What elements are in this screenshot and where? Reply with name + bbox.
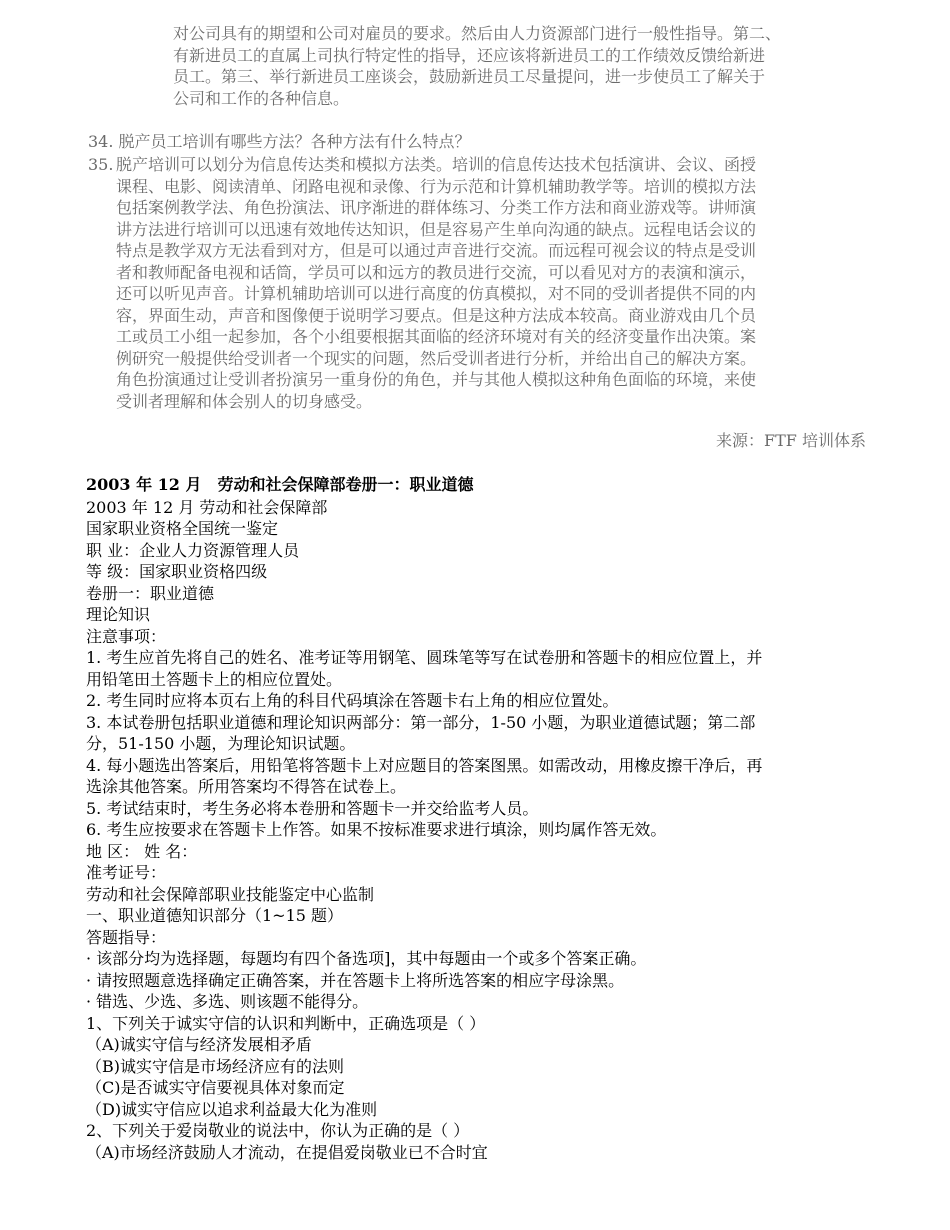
paragraph-line: 员工。第三、举行新进员工座谈会，鼓励新进员工尽量提问，进一步使员工了解关于: [173, 67, 766, 86]
question-34: 34. 脱产员工培训有哪些方法？各种方法有什么特点？: [88, 132, 471, 151]
exam-line: 5. 考试结束时，考生务必将本卷册和答题卡一并交给监考人员。: [86, 798, 539, 818]
paragraph-line: 脱产培训可以划分为信息传达类和模拟方法类。培训的信息传达技术包括演讲、会议、函授: [116, 155, 757, 174]
paragraph-line: 有新进员工的直属上司执行特定性的指导，还应该将新进员工的工作绩效反馈给新进: [173, 45, 766, 65]
exam-line: 准考证号：: [86, 863, 167, 882]
answer-35-body: [116, 154, 876, 412]
exam-line: 1. 考生应首先将自己的姓名、准考证等用钢笔、圆珠笔等写在试卷册和答题卡的相应位置上，并: [86, 648, 763, 667]
exam-line: 选涂其他答案。所用答案均不得答在试卷上。: [86, 777, 407, 796]
exam-line: 4. 每小题选出答案后，用铅笔将答题卡上对应题目的答案图黑。如需改动，用橡皮擦干净后，再: [86, 755, 763, 775]
exam-line: 答题指导：: [86, 927, 167, 947]
paragraph-line: 对公司具有的期望和公司对雇员的要求。然后由人力资源部门进行一般性指导。第二、: [173, 24, 782, 43]
exam-line: （C)是否诚实守信要视具体对象而定: [86, 1078, 345, 1097]
paragraph-line: 包括案例教学法、角色扮演法、讯序渐进的群体练习、分类工作方法和商业游戏等。讲师演: [116, 198, 757, 217]
exam-line: 职 业：企业人力资源管理人员: [86, 540, 300, 560]
exam-line: 3. 本试卷册包括职业道德和理论知识两部分：第一部分，1-50 小题，为职业道德试题；第二部: [86, 712, 756, 732]
exam-line: · 该部分均为选择题，每题均有四个备选项]，其中每题由一个或多个答案正确。: [86, 949, 647, 968]
paragraph-line: 课程、电影、阅读清单、闭路电视和录像、行为示范和计算机辅助教学等。培训的模拟方法: [116, 176, 757, 196]
exam-line: 国家职业资格全国统一鉴定: [86, 519, 279, 538]
exam-line: 1、下列关于诚实守信的认识和判断中，正确选项是（ ）: [86, 1013, 486, 1033]
exam-line: · 请按照题意选择确定正确答案，并在答题卡上将所选答案的相应字母涂黑。: [86, 970, 625, 990]
exam-line: 卷册一：职业道德: [86, 583, 215, 603]
exam-line: 分，51-150 小题，为理论知识试题。: [86, 734, 356, 753]
exam-line: · 错选、少选、多选、则该题不能得分。: [86, 992, 369, 1011]
exam-line: 用铅笔田土答题卡上的相应位置处。: [86, 669, 343, 689]
previous-answer-paragraph: [173, 23, 873, 109]
exam-line: 6. 考生应按要求在答题卡上作答。如果不按标准要求进行填涂，则均属作答无效。: [86, 820, 667, 839]
exam-line: 劳动和社会保障部职业技能鉴定中心监制: [86, 884, 375, 904]
paragraph-line: 受训者理解和体会别人的切身感受。: [116, 391, 373, 411]
source-note: 来源：FTF 培训体系: [716, 431, 866, 450]
paragraph-line: 特点是教学双方无法看到对方，但是可以通过声音进行交流。而远程可视会议的特点是受训: [116, 241, 757, 260]
paragraph-line: 者和教师配备电视和话筒，学员可以和远方的教员进行交流，可以看见对方的表演和演示，: [116, 262, 757, 282]
exam-line: 2、下列关于爱岗敬业的说法中，你认为正确的是（ ）: [86, 1121, 470, 1140]
exam-line: 2. 考生同时应将本页右上角的科目代码填涂在答题卡右上角的相应位置处。: [86, 691, 619, 710]
exam-line: （D)诚实守信应以追求利益最大化为准则: [86, 1099, 378, 1119]
exam-line: 地 区： 姓 名：: [86, 841, 198, 861]
exam-line: 等 级：国家职业资格四级: [86, 562, 268, 581]
exam-line: （A)诚实守信与经济发展相矛盾: [86, 1035, 312, 1054]
answer-number: 35.: [88, 155, 114, 174]
exam-line: （B)诚实守信是市场经济应有的法则: [86, 1056, 345, 1076]
exam-line: 一、职业道德知识部分（1~15 题）: [86, 906, 344, 925]
exam-line: 2003 年 12 月 劳动和社会保障部: [86, 497, 328, 517]
paragraph-line: 角色扮演通过让受训者扮演另一重身份的角色，并与其他人模拟这种角色面临的环境，来使: [116, 370, 757, 389]
paragraph-line: 例研究一般提供给受训者一个现实的问题，然后受训者进行分析，并给出自己的解决方案。: [116, 348, 757, 368]
paragraph-line: 公司和工作的各种信息。: [173, 88, 350, 108]
paragraph-line: 还可以听见声音。计算机辅助培训可以进行高度的仿真模拟，对不同的受训者提供不同的内: [116, 284, 757, 303]
paragraph-line: 容，界面生动，声音和图像便于说明学习要点。但是这种方法成本较高。商业游戏由几个员: [116, 305, 757, 325]
exam-line: 注意事项：: [86, 626, 167, 646]
exam-line: （A)市场经济鼓励人才流动，在提倡爱岗敬业已不合时宜: [86, 1142, 488, 1162]
exam-line: 理论知识: [86, 605, 151, 624]
paragraph-line: 工或员工小组一起参加，各个小组要根据其面临的经济环境对有关的经济变量作出决策。案: [116, 327, 757, 346]
exam-section: [86, 474, 876, 1163]
paragraph-line: 讲方法进行培训可以迅速有效地传达知识，但是容易产生单向沟通的缺点。远程电话会议的: [116, 219, 757, 239]
section-title: 2003 年 12 月 劳动和社会保障部卷册一：职业道德: [86, 475, 474, 494]
